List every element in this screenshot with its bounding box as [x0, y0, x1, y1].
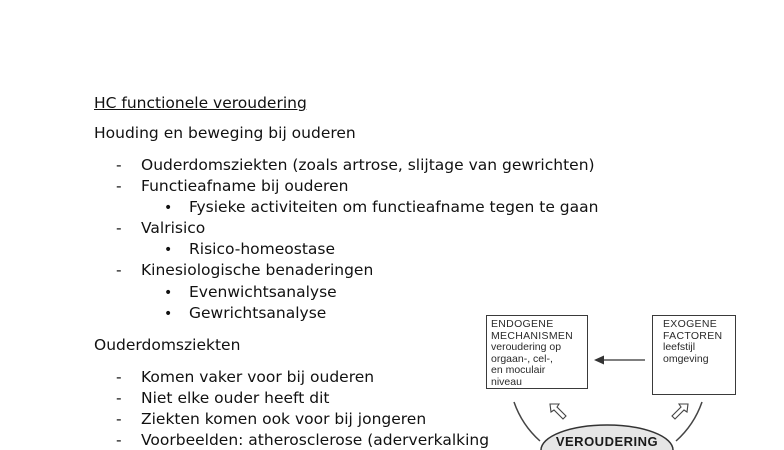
section-heading-ouderdomsziekten: Ouderdomsziekten — [94, 336, 241, 354]
document-title: HC functionele veroudering — [94, 94, 307, 112]
section-heading-houding: Houding en beweging bij ouderen — [94, 124, 356, 142]
bullet-marker: • — [164, 242, 173, 258]
exogene-line: omgeving — [663, 352, 709, 365]
endogene-line: ENDOGENE — [491, 318, 554, 330]
endogene-box — [486, 315, 588, 389]
list-item: Komen vaker voor bij ouderen — [141, 368, 375, 386]
dash-marker: - — [116, 156, 122, 174]
exogene-line: FACTOREN — [663, 329, 723, 342]
sub-list-item: Gewrichtsanalyse — [189, 304, 327, 322]
list-item: Voorbeelden: atherosclerose (aderverkalking — [141, 431, 490, 449]
exogene-line: EXOGENE — [663, 318, 718, 330]
list-item: Niet elke ouder heeft dit — [141, 389, 330, 407]
endogene-line: en moculair — [491, 364, 546, 376]
bullet-marker: • — [164, 285, 173, 301]
veroudering-label: VEROUDERING — [555, 434, 659, 449]
bullet-marker: • — [164, 306, 173, 322]
list-item: Valrisico — [141, 219, 206, 237]
arrow-down-right-icon — [550, 404, 566, 419]
dash-marker: - — [116, 410, 122, 428]
dash-marker: - — [116, 261, 122, 279]
endogene-line: niveau — [491, 375, 522, 388]
bullet-marker: • — [164, 200, 173, 216]
dash-marker: - — [116, 431, 122, 449]
list-item: Kinesiologische benaderingen — [141, 261, 374, 279]
exogene-line: leefstijl — [663, 341, 696, 353]
endogene-line: MECHANISMEN — [491, 329, 574, 342]
sub-list-item: Fysieke activiteiten om functieafname tegen te gaan — [189, 198, 599, 216]
list-item: Functieafname bij ouderen — [141, 177, 349, 195]
list-item: Ziekten komen ook voor bij jongeren — [141, 410, 427, 428]
arrow-left-icon — [594, 356, 604, 365]
dash-marker: - — [116, 177, 122, 195]
aging-diagram — [470, 300, 784, 449]
list-item: Ouderdomsziekten (zoals artrose, slijtage van gewrichten) — [141, 156, 595, 174]
dash-marker: - — [116, 219, 122, 237]
sub-list-item: Evenwichtsanalyse — [189, 283, 337, 301]
arrow-down-left-icon — [672, 404, 688, 419]
endogene-line: orgaan-, cel-, — [491, 352, 553, 365]
endogene-line: veroudering op — [491, 341, 562, 353]
dash-marker: - — [116, 368, 122, 386]
diagram-curve-left — [514, 402, 540, 441]
dash-marker: - — [116, 389, 122, 407]
exogene-box — [652, 315, 736, 395]
sub-list-item: Risico-homeostase — [189, 240, 336, 258]
